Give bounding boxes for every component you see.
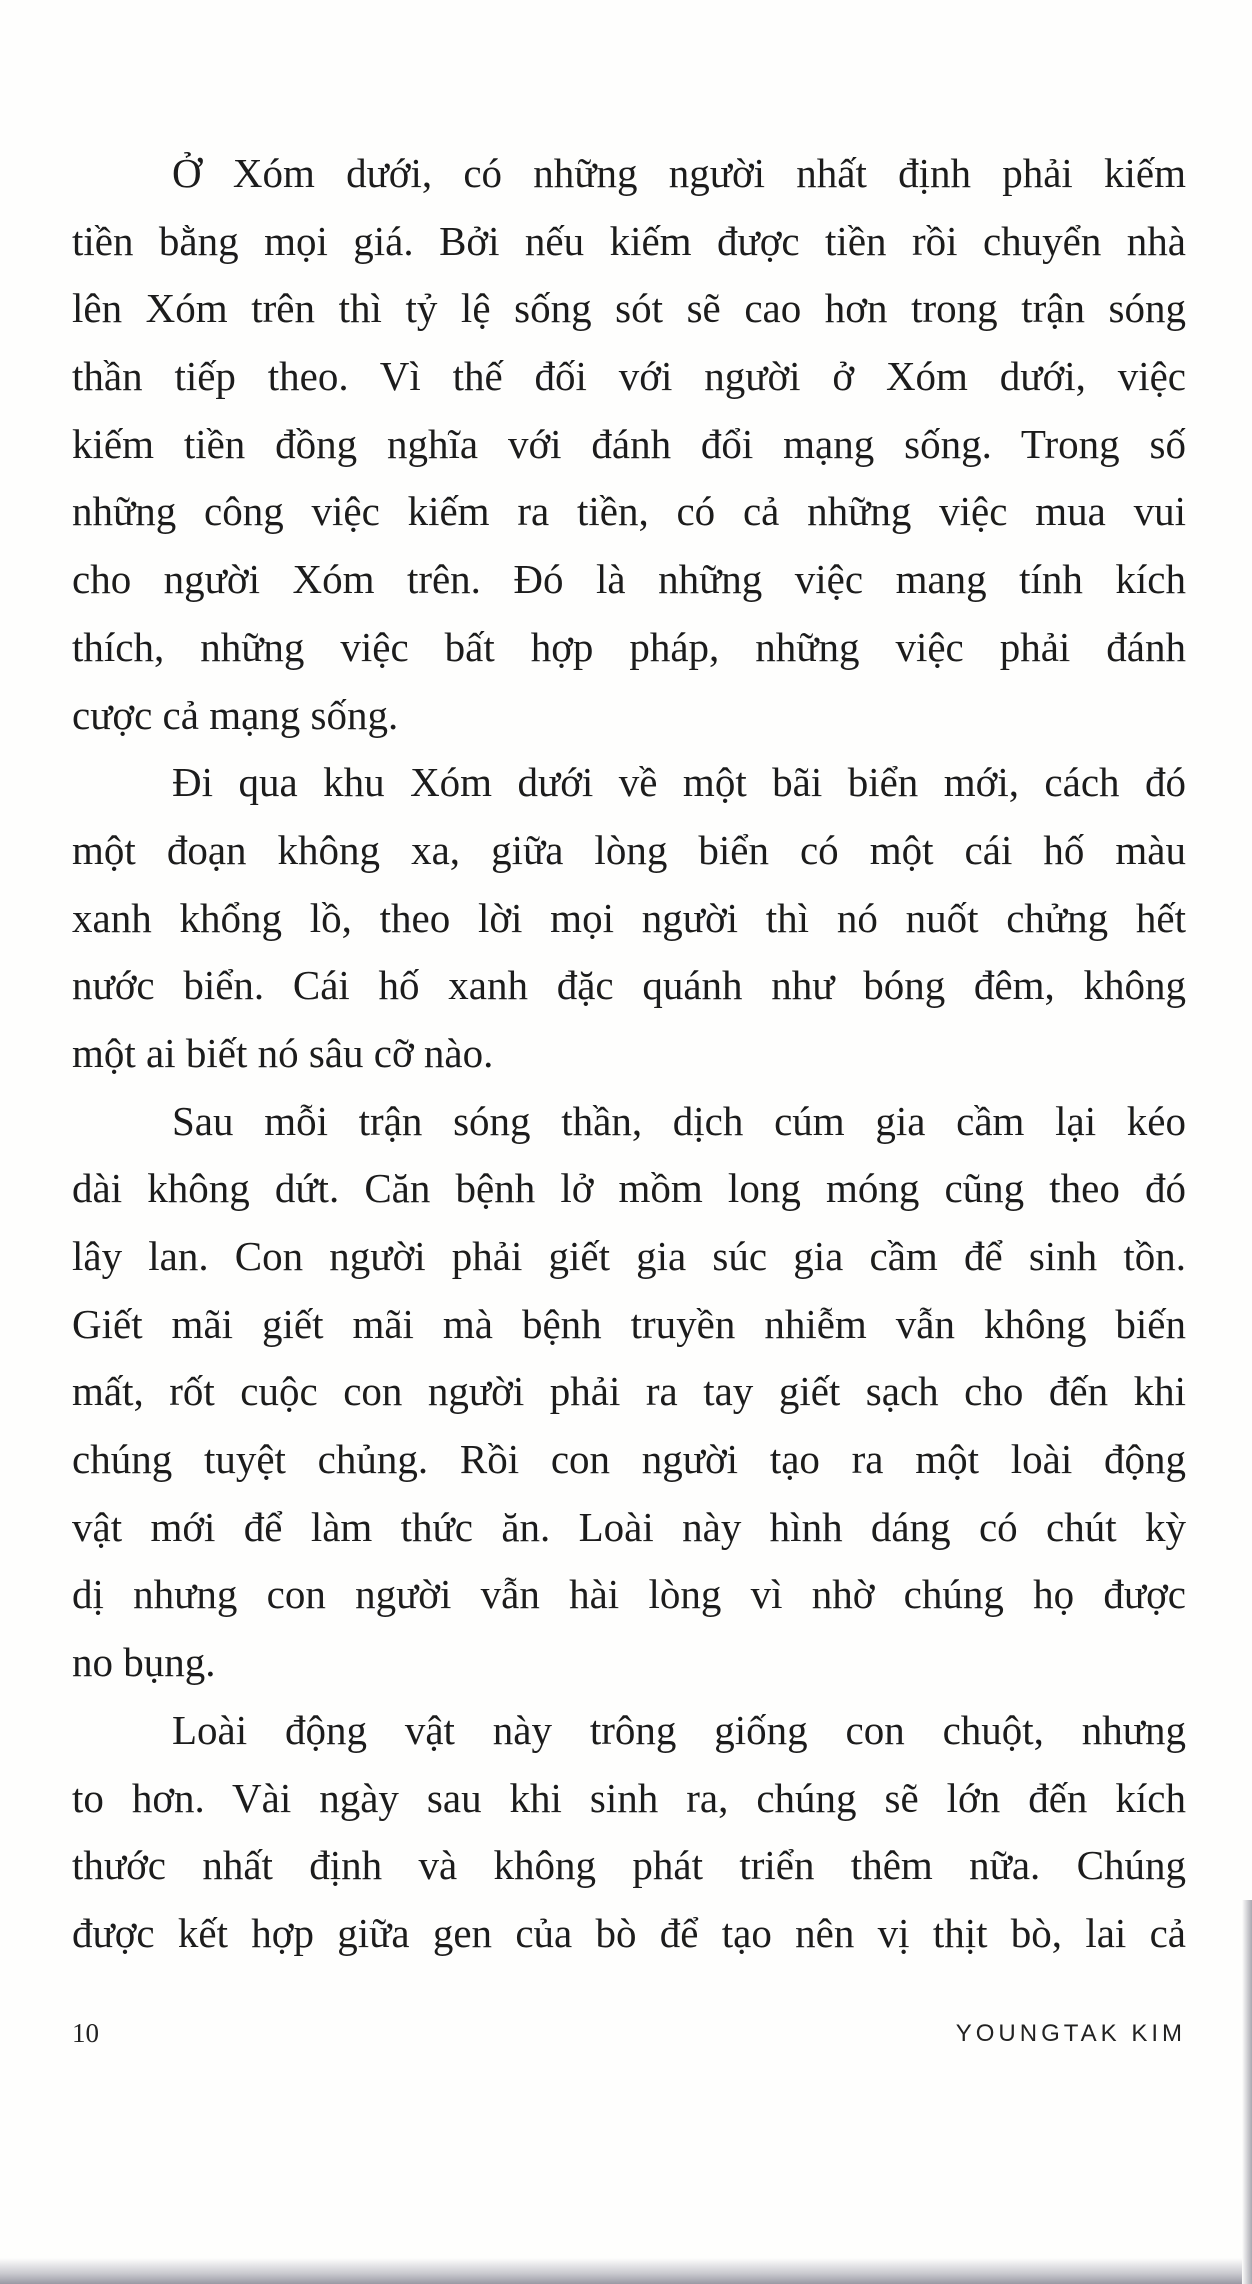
text-line: thích, những việc bất hợp pháp, những việc phải đánh — [72, 623, 1186, 670]
text-line: cho người Xóm trên. Đó là những việc mang tính kích — [72, 556, 1186, 603]
text-line: Loài động vật này trông giống con chuột, nhưng — [172, 1706, 1186, 1753]
text-line: lên Xóm trên thì tỷ lệ sống sót sẽ cao hơn trong trận sóng — [72, 285, 1186, 332]
paragraph — [72, 1697, 1186, 1968]
text-line: những công việc kiếm ra tiền, có cả những việc mua vui — [72, 488, 1186, 535]
paragraph — [72, 140, 1186, 749]
text-line: lây lan. Con người phải giết gia súc gia cầm để sinh tồn. — [72, 1233, 1186, 1279]
paragraph — [72, 749, 1186, 1087]
text-line: no bụng. — [72, 1639, 216, 1686]
text-line: một đoạn không xa, giữa lòng biển có một cái hố màu — [72, 826, 1186, 873]
page-edge-shadow — [0, 2258, 1252, 2284]
text-line: được kết hợp giữa gen của bò để tạo nên vị thịt bò, lai cả — [72, 1909, 1186, 1956]
page-edge-shadow-right — [1242, 1900, 1252, 2284]
text-line: Đi qua khu Xóm dưới về một bãi biển mới, cách đó — [172, 759, 1186, 806]
text-line: kiếm tiền đồng nghĩa với đánh đổi mạng sống. Trong số — [72, 420, 1186, 467]
text-line: xanh khổng lồ, theo lời mọi người thì nó nuốt chửng hết — [72, 894, 1186, 941]
text-line: Giết mãi giết mãi mà bệnh truyền nhiễm vẫn không biến — [72, 1300, 1186, 1347]
text-line: Ở Xóm dưới, có những người nhất định phải kiếm — [172, 150, 1186, 196]
page-number: 10 — [72, 2018, 99, 2048]
text-line: dị nhưng con người vẫn hài lòng vì nhờ chúng họ được — [72, 1571, 1186, 1618]
text-line: tiền bằng mọi giá. Bởi nếu kiếm được tiền rồi chuyển nhà — [72, 217, 1186, 264]
text-line: nước biển. Cái hố xanh đặc quánh như bóng đêm, không — [72, 962, 1186, 1009]
text-line: vật mới để làm thức ăn. Loài này hình dáng có chút kỳ — [72, 1503, 1186, 1550]
text-line: thần tiếp theo. Vì thế đối với người ở Xóm dưới, việc — [72, 353, 1186, 400]
text-line: mất, rốt cuộc con người phải ra tay giết sạch cho đến khi — [72, 1368, 1186, 1415]
text-line: dài không dứt. Căn bệnh lở mồm long móng cũng theo đó — [72, 1165, 1186, 1212]
text-line: chúng tuyệt chủng. Rồi con người tạo ra một loài động — [72, 1436, 1186, 1483]
text-line: Sau mỗi trận sóng thần, dịch cúm gia cầm lại kéo — [172, 1097, 1186, 1144]
text-line: một ai biết nó sâu cỡ nào. — [72, 1029, 494, 1076]
paragraph — [72, 1088, 1186, 1697]
text-line: thước nhất định và không phát triển thêm nữa. Chúng — [72, 1842, 1186, 1889]
body-text — [72, 140, 1186, 1968]
running-footer-author: YOUNGTAK KIM — [955, 2020, 1186, 2047]
text-line: to hơn. Vài ngày sau khi sinh ra, chúng sẽ lớn đến kích — [72, 1774, 1186, 1821]
text-line: cược cả mạng sống. — [72, 691, 399, 738]
